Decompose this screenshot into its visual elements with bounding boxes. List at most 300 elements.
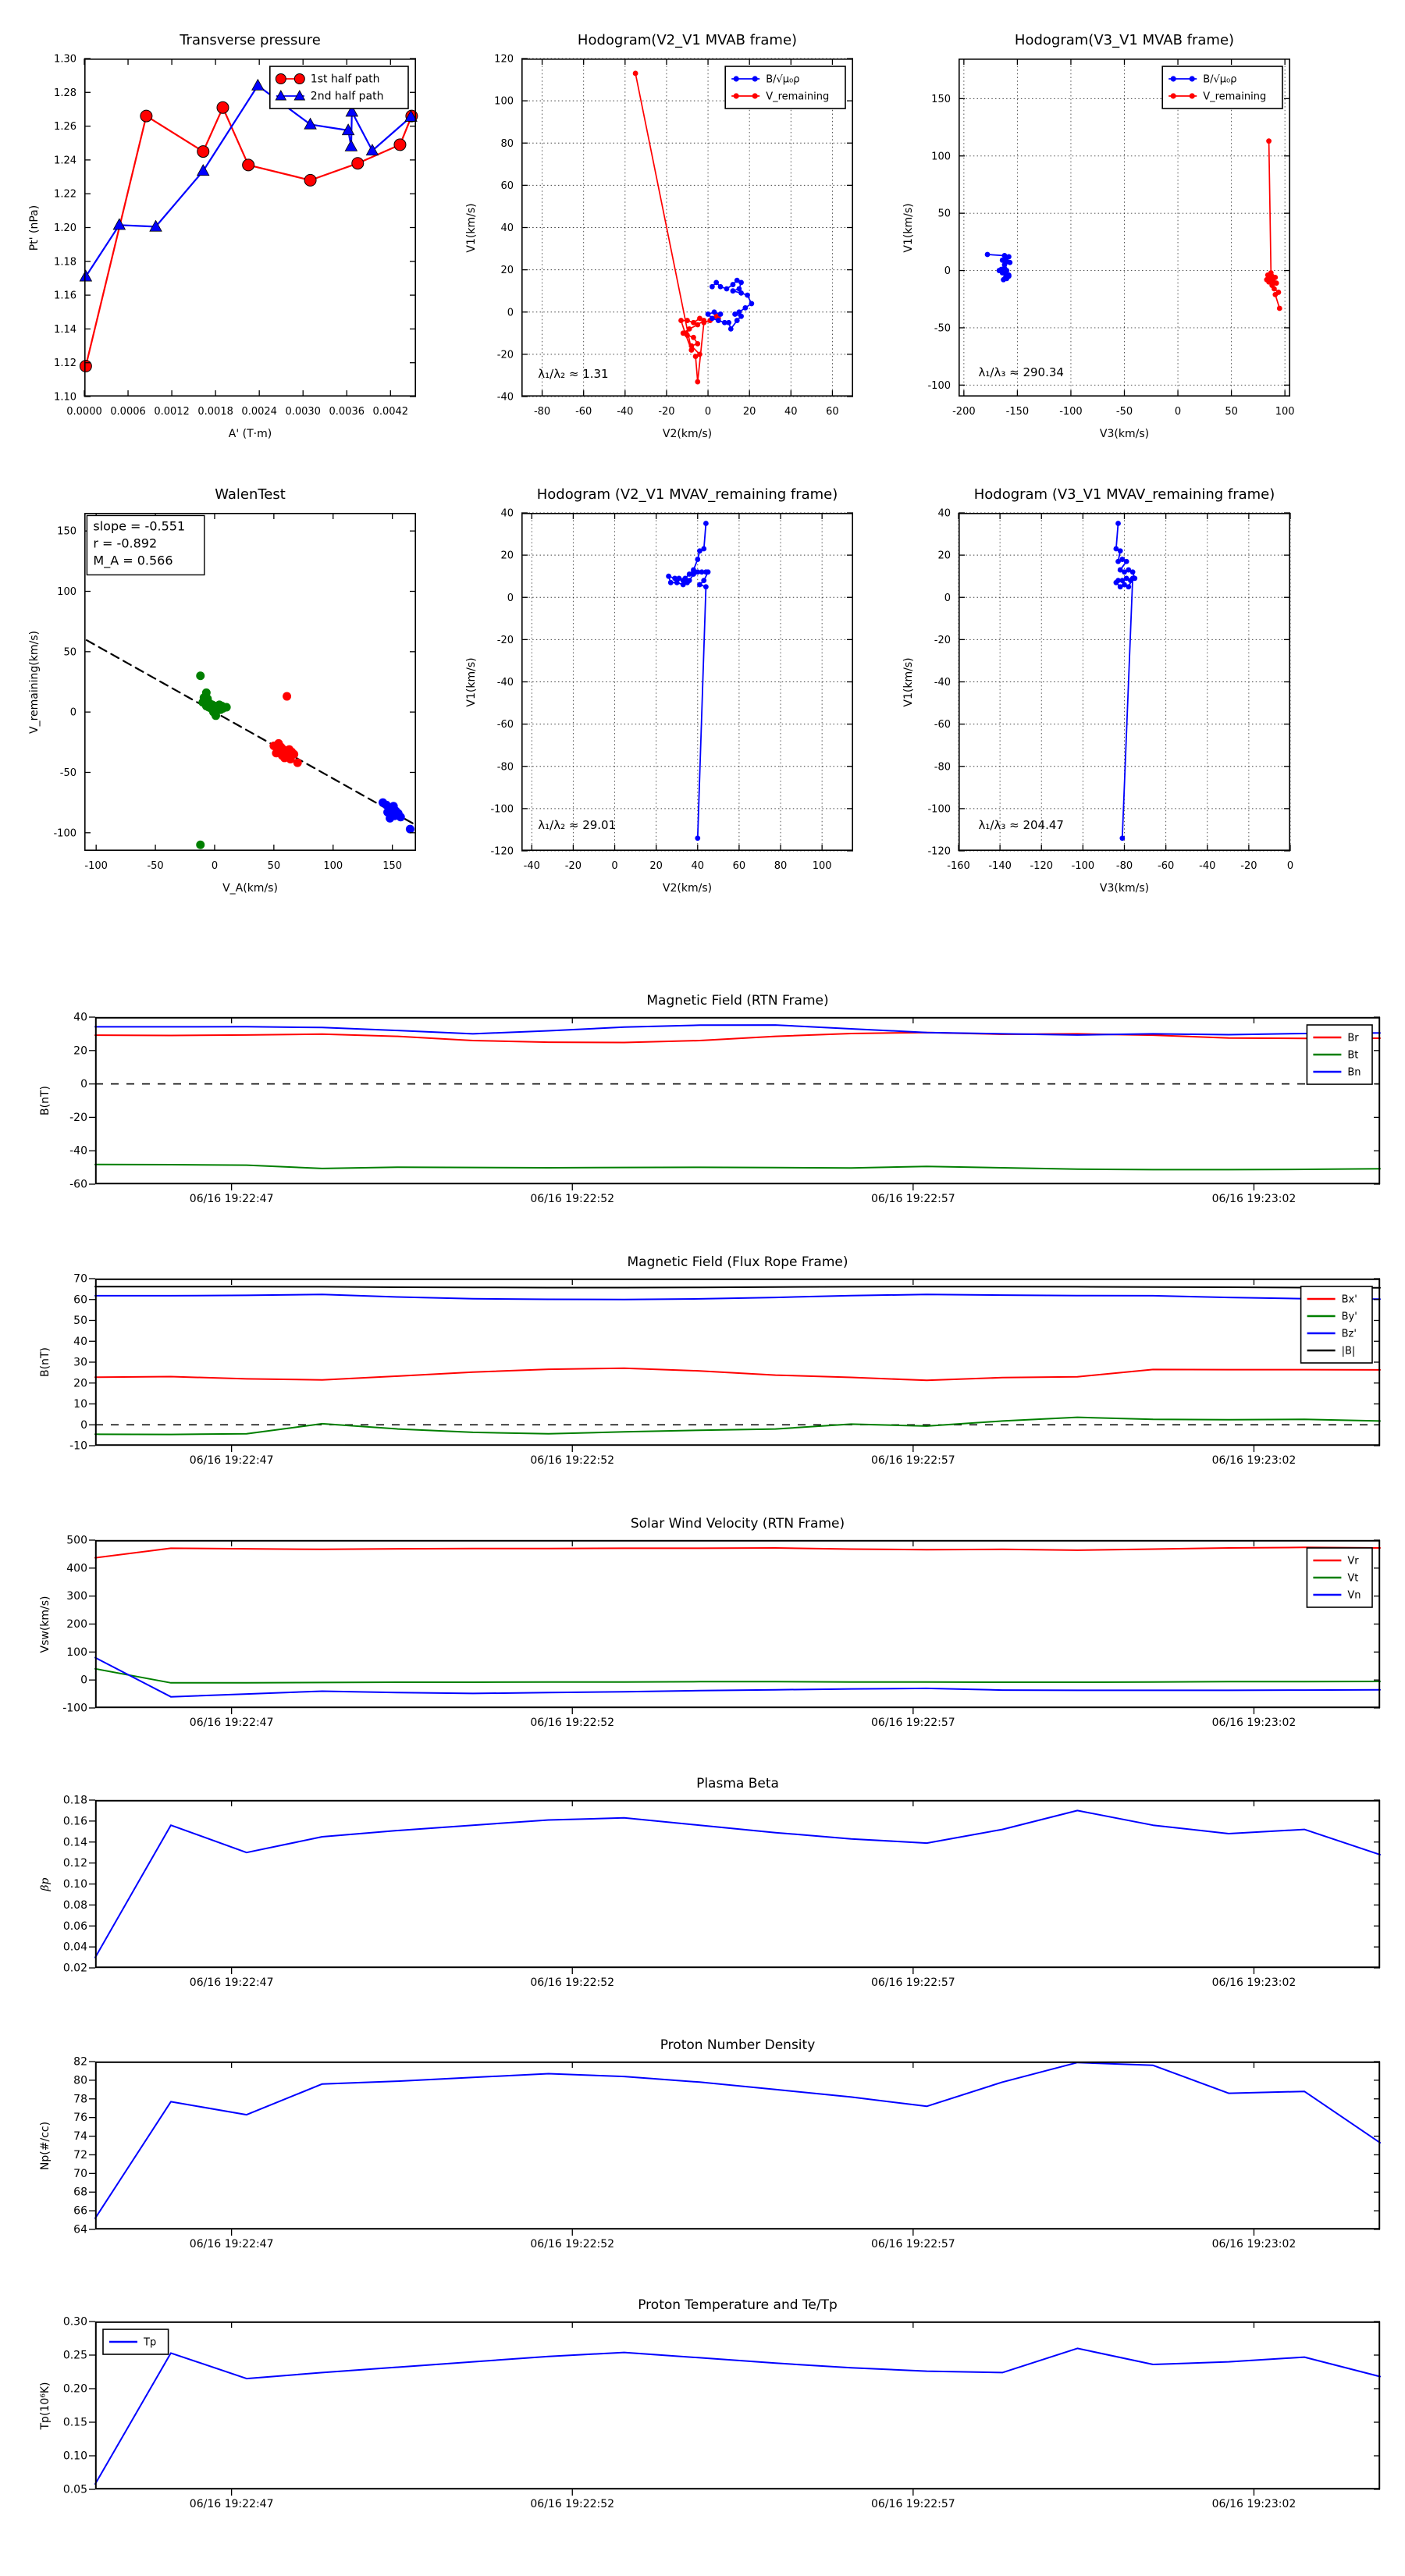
svg-text:-50: -50 bbox=[934, 322, 951, 335]
plot-area bbox=[62, 1534, 1380, 1729]
svg-text:0.0012: 0.0012 bbox=[154, 406, 190, 418]
chart-plasma-beta bbox=[39, 1776, 1380, 1989]
plot-svg bbox=[490, 507, 853, 872]
svg-text:-100: -100 bbox=[490, 803, 514, 816]
svg-text:0.04: 0.04 bbox=[62, 1941, 87, 1954]
svg-text:0.15: 0.15 bbox=[62, 2416, 87, 2429]
svg-text:M_A = 0.566: M_A = 0.566 bbox=[93, 553, 173, 568]
chart-walen-test bbox=[28, 486, 416, 895]
svg-text:-100: -100 bbox=[84, 860, 108, 872]
chart-title: Proton Temperature and Te/Tp bbox=[638, 2297, 838, 2313]
svg-text:1.10: 1.10 bbox=[54, 391, 76, 404]
svg-text:Bz': Bz' bbox=[1341, 1328, 1357, 1340]
svg-text:400: 400 bbox=[66, 1562, 87, 1575]
svg-text:-60: -60 bbox=[496, 719, 514, 731]
svg-text:50: 50 bbox=[73, 1315, 87, 1327]
svg-text:-20: -20 bbox=[658, 406, 675, 418]
svg-text:0: 0 bbox=[1286, 860, 1294, 872]
series-1st half path bbox=[80, 101, 418, 372]
svg-text:06/16 19:23:02: 06/16 19:23:02 bbox=[1211, 1193, 1297, 1205]
svg-text:V_remaining: V_remaining bbox=[766, 91, 830, 103]
chart-hodogram-v2v1-mvav bbox=[465, 486, 853, 895]
svg-text:-120: -120 bbox=[490, 845, 514, 858]
svg-text:Vr: Vr bbox=[1347, 1555, 1359, 1567]
svg-text:0.14: 0.14 bbox=[62, 1836, 87, 1849]
svg-text:B/√μ₀ρ: B/√μ₀ρ bbox=[1203, 73, 1237, 86]
x-axis-label: V3(km/s) bbox=[1099, 882, 1150, 895]
svg-text:100: 100 bbox=[57, 586, 76, 599]
svg-text:-20: -20 bbox=[496, 634, 514, 646]
svg-text:60: 60 bbox=[500, 180, 514, 192]
svg-text:72: 72 bbox=[73, 2148, 87, 2161]
svg-text:150: 150 bbox=[931, 93, 951, 105]
y-axis-label: B(nT) bbox=[39, 1086, 52, 1115]
svg-text:0.0000: 0.0000 bbox=[66, 406, 102, 418]
x-axis-label: V2(km/s) bbox=[662, 428, 713, 440]
svg-text:1st half path: 1st half path bbox=[310, 73, 380, 86]
y-axis-label: V1(km/s) bbox=[902, 202, 915, 253]
svg-text:-20: -20 bbox=[496, 349, 514, 361]
svg-text:06/16 19:22:47: 06/16 19:22:47 bbox=[189, 2498, 274, 2510]
x-axis-label: V3(km/s) bbox=[1099, 428, 1150, 440]
y-axis-label: Np(#/cc) bbox=[39, 2121, 52, 2170]
svg-text:-120: -120 bbox=[927, 845, 951, 858]
plot-svg bbox=[53, 513, 416, 872]
legend bbox=[1307, 1025, 1372, 1084]
grid bbox=[521, 513, 853, 851]
svg-text:100: 100 bbox=[931, 151, 951, 163]
svg-text:0: 0 bbox=[704, 406, 712, 418]
series-B-alfven bbox=[706, 278, 755, 332]
svg-text:r = -0.892: r = -0.892 bbox=[93, 535, 158, 551]
series-V-hodogram bbox=[666, 521, 710, 841]
plot-area bbox=[69, 1272, 1380, 1467]
svg-text:40: 40 bbox=[691, 860, 705, 872]
plot-area bbox=[54, 53, 416, 418]
plot-area bbox=[73, 2055, 1380, 2250]
svg-text:06/16 19:22:47: 06/16 19:22:47 bbox=[189, 1193, 274, 1205]
svg-text:Tp: Tp bbox=[144, 2336, 157, 2349]
svg-text:0.06: 0.06 bbox=[62, 1920, 87, 1933]
svg-text:-20: -20 bbox=[69, 1111, 87, 1124]
svg-text:0: 0 bbox=[80, 1418, 87, 1432]
annotation bbox=[538, 818, 616, 832]
series-Vr bbox=[95, 1547, 1380, 1557]
chart-magnetic-field-flux-rope bbox=[39, 1254, 1380, 1467]
svg-text:06/16 19:22:57: 06/16 19:22:57 bbox=[871, 1717, 955, 1729]
plot-svg bbox=[73, 2055, 1380, 2250]
plot-svg bbox=[494, 53, 853, 418]
svg-text:0: 0 bbox=[1174, 406, 1182, 418]
svg-text:20: 20 bbox=[649, 860, 663, 872]
svg-text:1.28: 1.28 bbox=[54, 87, 76, 99]
plot-svg bbox=[69, 1011, 1380, 1205]
svg-text:80: 80 bbox=[774, 860, 788, 872]
svg-text:64: 64 bbox=[73, 2223, 87, 2236]
series-By' bbox=[95, 1418, 1380, 1435]
svg-text:1.16: 1.16 bbox=[54, 290, 76, 302]
svg-text:-60: -60 bbox=[1158, 860, 1175, 872]
svg-text:-20: -20 bbox=[1240, 860, 1257, 872]
plot-area bbox=[494, 53, 853, 418]
chart-title: Hodogram (V3_V1 MVAV_remaining frame) bbox=[973, 486, 1275, 503]
series-cluster-red bbox=[269, 692, 301, 767]
chart-proton-number-density bbox=[39, 2037, 1380, 2250]
svg-text:0: 0 bbox=[507, 592, 514, 604]
legend bbox=[1301, 1286, 1372, 1363]
svg-text:06/16 19:22:57: 06/16 19:22:57 bbox=[871, 2498, 955, 2510]
x-axis-label: V_A(km/s) bbox=[222, 882, 278, 895]
svg-text:0.25: 0.25 bbox=[62, 2349, 87, 2362]
svg-text:68: 68 bbox=[73, 2186, 87, 2199]
svg-text:-40: -40 bbox=[1199, 860, 1216, 872]
series-B-alfven bbox=[985, 252, 1013, 283]
svg-text:50: 50 bbox=[267, 860, 281, 872]
y-axis-label: βp bbox=[39, 1877, 52, 1891]
svg-text:-100: -100 bbox=[927, 803, 951, 816]
svg-text:Br: Br bbox=[1347, 1032, 1359, 1044]
svg-text:-10: -10 bbox=[69, 1439, 87, 1453]
annotation bbox=[538, 367, 608, 381]
plot-svg bbox=[62, 2315, 1380, 2510]
svg-text:60: 60 bbox=[826, 406, 839, 418]
series-Bx' bbox=[95, 1368, 1380, 1381]
svg-text:1.14: 1.14 bbox=[54, 323, 76, 336]
y-axis-label: B(nT) bbox=[39, 1347, 52, 1377]
series-cluster-blue bbox=[379, 799, 414, 834]
chart-title: Magnetic Field (RTN Frame) bbox=[646, 993, 829, 1009]
x-axis-label: V2(km/s) bbox=[662, 882, 713, 895]
svg-text:-160: -160 bbox=[947, 860, 970, 872]
svg-text:-50: -50 bbox=[147, 860, 164, 872]
svg-text:100: 100 bbox=[323, 860, 343, 872]
svg-text:λ₁/λ₃ ≈ 290.34: λ₁/λ₃ ≈ 290.34 bbox=[978, 365, 1064, 380]
annotation bbox=[979, 365, 1064, 379]
svg-text:20: 20 bbox=[73, 1044, 87, 1058]
series-Bn bbox=[95, 1025, 1380, 1035]
svg-text:06/16 19:22:52: 06/16 19:22:52 bbox=[530, 1454, 615, 1467]
plot-area bbox=[490, 507, 853, 872]
axis-ticks bbox=[63, 2316, 1380, 2511]
series-fit-line bbox=[87, 640, 414, 824]
svg-text:-100: -100 bbox=[1059, 406, 1083, 418]
chart-title: Transverse pressure bbox=[180, 32, 321, 48]
svg-text:100: 100 bbox=[1275, 406, 1295, 418]
svg-text:120: 120 bbox=[494, 53, 514, 66]
series-Bz' bbox=[95, 1294, 1380, 1300]
svg-text:-100: -100 bbox=[927, 379, 951, 392]
plot-svg bbox=[54, 53, 416, 418]
svg-text:50: 50 bbox=[63, 646, 76, 659]
svg-text:1.24: 1.24 bbox=[54, 155, 76, 167]
plot-area bbox=[62, 2315, 1380, 2510]
chart-magnetic-field-rtn bbox=[39, 993, 1380, 1205]
legend bbox=[1307, 1548, 1372, 1607]
svg-text:-80: -80 bbox=[533, 406, 551, 418]
svg-text:06/16 19:22:52: 06/16 19:22:52 bbox=[530, 1976, 615, 1989]
series-Tp bbox=[95, 2348, 1380, 2484]
grid bbox=[521, 59, 853, 397]
svg-text:70: 70 bbox=[73, 1272, 87, 1286]
svg-text:0.18: 0.18 bbox=[62, 1794, 87, 1807]
svg-text:0.0042: 0.0042 bbox=[372, 406, 409, 418]
plot-area bbox=[62, 1794, 1380, 1989]
series-Bt bbox=[95, 1165, 1380, 1170]
svg-text:0.0024: 0.0024 bbox=[241, 406, 277, 418]
svg-text:-20: -20 bbox=[564, 860, 582, 872]
svg-text:-80: -80 bbox=[934, 761, 951, 774]
svg-text:06/16 19:22:52: 06/16 19:22:52 bbox=[530, 1193, 615, 1205]
svg-text:0.20: 0.20 bbox=[62, 2382, 87, 2396]
svg-text:80: 80 bbox=[73, 2074, 87, 2087]
svg-text:0.0006: 0.0006 bbox=[110, 406, 146, 418]
svg-text:500: 500 bbox=[66, 1534, 87, 1547]
series-Np bbox=[95, 2062, 1380, 2218]
svg-text:2nd half path: 2nd half path bbox=[310, 90, 384, 103]
svg-text:λ₁/λ₃ ≈ 204.47: λ₁/λ₃ ≈ 204.47 bbox=[978, 817, 1064, 832]
svg-text:150: 150 bbox=[382, 860, 403, 872]
legend bbox=[1162, 66, 1282, 109]
svg-text:-20: -20 bbox=[934, 634, 951, 646]
svg-text:80: 80 bbox=[500, 137, 514, 150]
svg-text:Vt: Vt bbox=[1347, 1572, 1359, 1585]
chart-transverse-pressure bbox=[28, 32, 416, 440]
svg-text:1.30: 1.30 bbox=[54, 53, 76, 66]
chart-hodogram-v3v1-mvav bbox=[902, 486, 1294, 895]
chart-title: Hodogram(V2_V1 MVAB frame) bbox=[577, 32, 798, 48]
svg-text:20: 20 bbox=[500, 265, 514, 277]
plot-svg bbox=[62, 1534, 1380, 1729]
series-Vn bbox=[95, 1658, 1380, 1697]
svg-text:0.05: 0.05 bbox=[62, 2483, 87, 2496]
svg-text:-150: -150 bbox=[1005, 406, 1030, 418]
svg-text:0: 0 bbox=[944, 265, 951, 278]
svg-text:20: 20 bbox=[500, 550, 514, 562]
svg-text:-40: -40 bbox=[523, 860, 540, 872]
svg-text:Bt: Bt bbox=[1347, 1049, 1359, 1062]
svg-text:1.26: 1.26 bbox=[54, 121, 76, 133]
svg-text:06/16 19:23:02: 06/16 19:23:02 bbox=[1211, 1717, 1297, 1729]
svg-text:λ₁/λ₂ ≈ 1.31: λ₁/λ₂ ≈ 1.31 bbox=[538, 367, 609, 382]
axis-ticks bbox=[69, 1012, 1380, 1206]
svg-text:-50: -50 bbox=[59, 767, 76, 779]
svg-text:100: 100 bbox=[66, 1646, 87, 1659]
series-V-hodogram bbox=[1113, 521, 1137, 841]
svg-text:0.30: 0.30 bbox=[62, 2315, 87, 2329]
plot-area bbox=[53, 513, 416, 872]
svg-text:50: 50 bbox=[1225, 406, 1238, 418]
svg-text:-80: -80 bbox=[1115, 860, 1133, 872]
svg-text:50: 50 bbox=[937, 208, 951, 220]
svg-text:-40: -40 bbox=[69, 1144, 87, 1158]
svg-text:|B|: |B| bbox=[1341, 1345, 1356, 1357]
svg-text:40: 40 bbox=[500, 507, 514, 520]
svg-text:0: 0 bbox=[80, 1674, 87, 1687]
svg-text:By': By' bbox=[1341, 1311, 1357, 1323]
y-axis-label: Tp(10⁶K) bbox=[39, 2382, 52, 2429]
grid bbox=[959, 59, 1290, 397]
series-beta-p bbox=[95, 1810, 1380, 1957]
annotation bbox=[87, 515, 204, 575]
axes-spine bbox=[96, 1018, 1379, 1183]
svg-text:200: 200 bbox=[66, 1618, 87, 1631]
svg-text:150: 150 bbox=[57, 525, 76, 538]
svg-text:10: 10 bbox=[73, 1398, 87, 1411]
chart-title: Hodogram (V2_V1 MVAV_remaining frame) bbox=[536, 486, 838, 503]
chart-title: Proton Number Density bbox=[660, 2037, 816, 2053]
svg-text:82: 82 bbox=[73, 2055, 87, 2069]
svg-text:76: 76 bbox=[73, 2112, 87, 2125]
chart-title: Hodogram(V3_V1 MVAB frame) bbox=[1014, 32, 1235, 48]
svg-text:40: 40 bbox=[73, 1335, 87, 1348]
plot-svg bbox=[62, 1794, 1380, 1989]
svg-text:0.02: 0.02 bbox=[62, 1962, 87, 1975]
x-axis-label: A' (T·m) bbox=[228, 428, 272, 440]
svg-text:06/16 19:22:52: 06/16 19:22:52 bbox=[530, 1717, 615, 1729]
svg-text:66: 66 bbox=[73, 2204, 87, 2218]
legend bbox=[103, 2329, 169, 2354]
svg-text:06/16 19:22:52: 06/16 19:22:52 bbox=[530, 2238, 615, 2250]
svg-text:20: 20 bbox=[742, 406, 756, 418]
svg-text:06/16 19:22:57: 06/16 19:22:57 bbox=[871, 2238, 955, 2250]
svg-text:-40: -40 bbox=[496, 391, 514, 404]
svg-text:-200: -200 bbox=[952, 406, 976, 418]
svg-text:-120: -120 bbox=[1030, 860, 1054, 872]
svg-text:06/16 19:22:57: 06/16 19:22:57 bbox=[871, 1454, 955, 1467]
chart-proton-temperature bbox=[39, 2297, 1380, 2510]
svg-text:06/16 19:22:52: 06/16 19:22:52 bbox=[530, 2498, 615, 2510]
chart-title: Magnetic Field (Flux Rope Frame) bbox=[627, 1254, 848, 1270]
svg-text:0.0018: 0.0018 bbox=[197, 406, 233, 418]
svg-text:60: 60 bbox=[732, 860, 746, 872]
chart-hodogram-v3v1-mvab bbox=[902, 32, 1295, 440]
svg-text:-140: -140 bbox=[988, 860, 1012, 872]
svg-text:0.0030: 0.0030 bbox=[285, 406, 321, 418]
series-|B| bbox=[95, 1286, 1380, 1288]
axes-spine bbox=[85, 59, 415, 396]
svg-text:-40: -40 bbox=[934, 677, 951, 688]
svg-text:λ₁/λ₂ ≈ 29.01: λ₁/λ₂ ≈ 29.01 bbox=[538, 817, 617, 832]
svg-text:0.08: 0.08 bbox=[62, 1898, 87, 1912]
axis-ticks bbox=[63, 1795, 1380, 1990]
svg-text:slope = -0.551: slope = -0.551 bbox=[93, 518, 186, 534]
svg-text:1.18: 1.18 bbox=[54, 256, 76, 269]
svg-text:-40: -40 bbox=[617, 406, 634, 418]
svg-text:0: 0 bbox=[507, 307, 514, 319]
plot-area bbox=[69, 1011, 1380, 1205]
axis-ticks bbox=[927, 59, 1294, 418]
svg-text:1.22: 1.22 bbox=[54, 188, 76, 201]
svg-text:30: 30 bbox=[73, 1356, 87, 1369]
svg-text:40: 40 bbox=[500, 222, 514, 234]
svg-text:40: 40 bbox=[937, 507, 951, 520]
svg-text:0.16: 0.16 bbox=[62, 1815, 87, 1828]
svg-text:40: 40 bbox=[73, 1011, 87, 1024]
svg-text:Vn: Vn bbox=[1347, 1589, 1361, 1602]
axes-spine bbox=[96, 2062, 1379, 2229]
svg-text:-100: -100 bbox=[62, 1702, 87, 1715]
svg-text:0: 0 bbox=[80, 1078, 87, 1091]
svg-text:20: 20 bbox=[73, 1377, 87, 1390]
svg-text:0.10: 0.10 bbox=[62, 1878, 87, 1891]
plot-svg bbox=[927, 59, 1295, 418]
svg-text:-100: -100 bbox=[1071, 860, 1095, 872]
svg-text:40: 40 bbox=[784, 406, 798, 418]
series-Vt bbox=[95, 1669, 1380, 1683]
svg-text:0.12: 0.12 bbox=[62, 1857, 87, 1870]
series-cluster-green bbox=[196, 671, 230, 849]
series-V_remaining bbox=[1264, 138, 1282, 311]
svg-text:60: 60 bbox=[73, 1293, 87, 1307]
y-axis-label: Pt' (nPa) bbox=[28, 205, 41, 251]
svg-text:-60: -60 bbox=[934, 719, 951, 731]
legend bbox=[725, 66, 845, 109]
plot-svg bbox=[69, 1272, 1380, 1467]
svg-text:1.12: 1.12 bbox=[54, 358, 76, 370]
svg-text:Bn: Bn bbox=[1347, 1066, 1361, 1079]
plot-svg bbox=[927, 507, 1294, 872]
svg-text:0: 0 bbox=[211, 860, 219, 872]
svg-text:74: 74 bbox=[73, 2130, 87, 2144]
svg-text:06/16 19:23:02: 06/16 19:23:02 bbox=[1211, 1976, 1297, 1989]
plot-area bbox=[927, 59, 1295, 418]
plot-area bbox=[927, 507, 1294, 872]
svg-text:70: 70 bbox=[73, 2167, 87, 2180]
svg-text:06/16 19:22:57: 06/16 19:22:57 bbox=[871, 1976, 955, 1989]
svg-text:0.0036: 0.0036 bbox=[329, 406, 365, 418]
svg-text:-50: -50 bbox=[1115, 406, 1133, 418]
svg-text:06/16 19:23:02: 06/16 19:23:02 bbox=[1211, 2498, 1297, 2510]
svg-text:V_remaining: V_remaining bbox=[1203, 91, 1267, 103]
svg-text:06/16 19:22:57: 06/16 19:22:57 bbox=[871, 1193, 955, 1205]
chart-title: Plasma Beta bbox=[696, 1776, 779, 1791]
y-axis-label: V_remaining(km/s) bbox=[28, 630, 41, 734]
svg-text:78: 78 bbox=[73, 2093, 87, 2106]
svg-text:06/16 19:22:47: 06/16 19:22:47 bbox=[189, 1454, 274, 1467]
chart-title: WalenTest bbox=[215, 486, 286, 503]
svg-text:-60: -60 bbox=[69, 1178, 87, 1191]
axes-spine bbox=[96, 2322, 1379, 2489]
chart-hodogram-v2v1-mvab bbox=[465, 32, 853, 440]
axis-ticks bbox=[62, 1535, 1380, 1730]
svg-text:20: 20 bbox=[937, 550, 951, 562]
y-axis-label: V1(km/s) bbox=[465, 656, 478, 707]
svg-text:06/16 19:22:47: 06/16 19:22:47 bbox=[189, 2238, 274, 2250]
svg-text:-40: -40 bbox=[496, 677, 514, 688]
svg-text:Bx': Bx' bbox=[1341, 1293, 1357, 1306]
svg-text:B/√μ₀ρ: B/√μ₀ρ bbox=[766, 73, 800, 86]
svg-text:0: 0 bbox=[69, 706, 76, 719]
svg-text:06/16 19:23:02: 06/16 19:23:02 bbox=[1211, 1454, 1297, 1467]
svg-text:-60: -60 bbox=[575, 406, 592, 418]
svg-text:300: 300 bbox=[66, 1590, 87, 1603]
axes-spine bbox=[96, 1801, 1379, 1967]
svg-text:06/16 19:23:02: 06/16 19:23:02 bbox=[1211, 2238, 1297, 2250]
y-axis-label: V1(km/s) bbox=[465, 202, 478, 253]
svg-text:-100: -100 bbox=[53, 827, 76, 840]
svg-text:06/16 19:22:47: 06/16 19:22:47 bbox=[189, 1976, 274, 1989]
svg-text:0: 0 bbox=[611, 860, 618, 872]
svg-text:-80: -80 bbox=[496, 761, 514, 774]
chart-solar-wind-velocity bbox=[39, 1516, 1380, 1729]
svg-text:0.10: 0.10 bbox=[62, 2450, 87, 2463]
svg-text:06/16 19:22:47: 06/16 19:22:47 bbox=[189, 1717, 274, 1729]
y-axis-label: Vsw(km/s) bbox=[39, 1595, 52, 1653]
legend bbox=[270, 66, 408, 109]
chart-title: Solar Wind Velocity (RTN Frame) bbox=[630, 1516, 845, 1532]
annotation bbox=[979, 818, 1064, 832]
svg-text:1.20: 1.20 bbox=[54, 222, 76, 234]
